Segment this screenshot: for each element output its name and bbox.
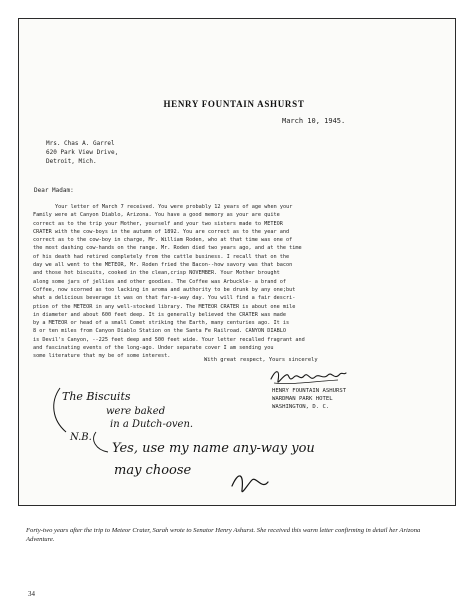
body-line: Coffee, now scorned as too lacking in aroma and authority to be drunk by any one;but: [33, 286, 296, 293]
body-line: by a METEOR or head of a small Comet striking the Earth, many centuries ago. It is: [33, 320, 290, 327]
body-line: and fascinating events of the long-ago. Under separate cover I am sending you: [33, 345, 274, 352]
photo-caption: Forty-two years after the trip to Meteor Crater, Sarah wrote to Senator Henry Ashurst. She received this warm letter confirming in detail her Arizona Adventure.: [26, 527, 421, 543]
handwritten-line: Yes, use my name any-way you: [112, 441, 315, 456]
body-line: some literature that my be of some interest.: [33, 353, 171, 360]
handwritten-line: in a Dutch-oven.: [110, 419, 194, 430]
body-line: of his death had retired completely from the cattle business. I recall that on the: [33, 253, 290, 260]
handwritten-initials: [232, 476, 268, 492]
body-line: in diameter and about 600 feet deep. It is generally believed the CRATER was made: [33, 311, 286, 318]
handwritten-arrow: [94, 432, 108, 452]
salutation: Dear Madam:: [34, 187, 74, 194]
handwritten-nb: N.B.: [70, 432, 92, 443]
handwritten-line: The Biscuits: [62, 390, 131, 403]
letter-date: March 10, 1945.: [282, 117, 346, 125]
handwritten-line: were baked: [106, 406, 166, 417]
recipient-street: 620 Park View Drive,: [46, 149, 119, 156]
body-line: ption of the METEOR in any well-stocked library. The METEOR CRATER is about one mile: [33, 303, 296, 310]
body-line: correct as to the cow-boy in charge, Mr. William Roden, who at that time was one of: [33, 237, 293, 244]
body-line: and those hot biscuits, cooked in the clean,crisp NOVEMBER. Your Mother brought: [33, 270, 280, 277]
signer-city: WASHINGTON, D. C.: [272, 404, 330, 410]
body-line: 8 or ten miles from Canyon Diablo Station on the Santa Fe Railroad. CANYON DIABLO: [33, 328, 286, 335]
body-line: Your letter of March 7 received. You were probably 12 years of age when your: [55, 204, 293, 210]
body-line: is Devil's Canyon, --225 feet deep and 500 feet wide. Your letter recalled fragrant and: [33, 336, 305, 343]
letter-closing: With great respect, Yours sincerely: [204, 357, 318, 363]
body-line: what a delicious beverage it was on that far-a-way day. You will find a fair descri-: [33, 295, 296, 302]
signer-name: HENRY FOUNTAIN ASHURST: [272, 388, 347, 394]
body-line: Family were at Canyon Diablo, Arizona. You have a good memory as your are quite: [33, 212, 280, 219]
body-line: correct as to the trip your Mother, yourself and your two sisters made to METEOR: [33, 220, 283, 227]
body-line: the most dashing cow-hands on the range. Mr. Roden died two years ago, and at the time: [33, 245, 302, 252]
signer-hotel: WARDMAN PARK HOTEL: [272, 396, 333, 402]
body-line: CRATER with the cow-boys in the autumn of 1892. You are correct as to the year and: [33, 228, 290, 235]
handwritten-line: may choose: [114, 463, 192, 478]
letterhead: HENRY FOUNTAIN ASHURST: [163, 99, 305, 109]
body-line: along some jars of jellies and other goodies. The Coffee was Arbuckle- a brand of: [33, 278, 286, 285]
body-line: day we all went to the METEOR, Mr. Roden fried the Bacon--how savory was that bacon: [33, 262, 293, 269]
page-number: 34: [28, 590, 35, 598]
recipient-city: Detroit, Mich.: [46, 158, 97, 165]
recipient-name: Mrs. Chas A. Garrel: [46, 140, 115, 147]
